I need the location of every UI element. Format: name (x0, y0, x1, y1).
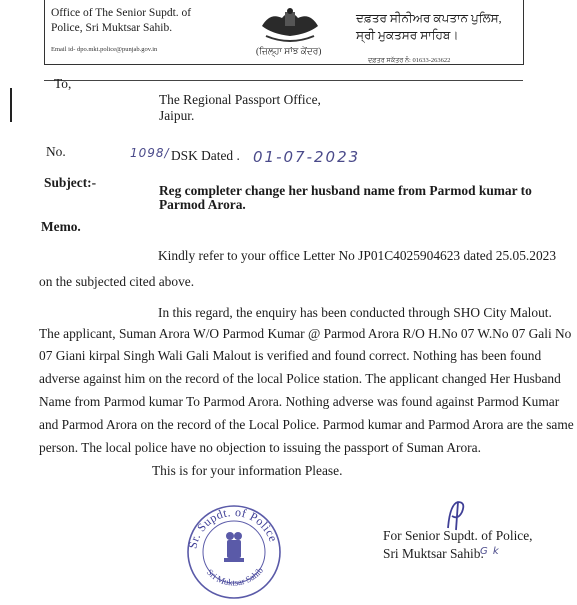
addressee-line1: The Regional Passport Office, (159, 92, 321, 107)
ashoka-emblem-icon (224, 532, 244, 562)
to-label: To, (54, 76, 72, 91)
closing-line: This is for your information Please. (152, 463, 343, 478)
header-divider (44, 80, 523, 81)
office-email: Email id- dpo.mkt.police@punjab.gov.in (51, 46, 158, 53)
subject-line1: Reg completer change her husband name from Parmod kumar to (159, 183, 532, 198)
memo-label: Memo. (41, 219, 81, 234)
office-name-line2: Police, Sri Muktsar Sahib. (51, 22, 173, 34)
paragraph2-line: The applicant, Suman Arora W/O Parmod Kumar @ Parmod Arora R/O H.No 07 W.No 07 Gali No (39, 326, 572, 341)
punjab-police-emblem-icon (258, 6, 322, 49)
police-seal-stamp (182, 496, 286, 605)
paragraph2-line: and Parmod Arora on the record of the Local Police. Parmod kumar and Parmod Arora are the same (39, 417, 574, 432)
punjabi-office-line2: ਸ੍ਰੀ ਮੁਕਤਸਰ ਸਾਹਿਬ। (356, 28, 459, 42)
paragraph2-line: adverse against him on the record of the local Police station. The applicant changed Her Husband (39, 371, 561, 386)
stamp-arc-top: Sr. Supdt. of Police (185, 504, 281, 550)
punjabi-office-line1: ਦਫ਼ਤਰ ਸੀਨੀਅਰ ਕਪਤਾਨ ਪੁਲਿਸ, (356, 11, 502, 25)
dsk-dated-label: DSK Dated . (171, 148, 240, 163)
subject-label: Subject:- (44, 175, 97, 190)
subject-line2: Parmod Arora. (159, 197, 246, 212)
addressee-line2: Jaipur. (159, 108, 195, 123)
signature-line1: For Senior Supdt. of Police, (383, 528, 533, 543)
paragraph2-line: In this regard, the enquiry has been conducted through SHO City Malout. (158, 305, 552, 320)
scan-edge-mark (10, 88, 12, 122)
emblem-caption: (ਜ਼ਿਲ੍ਹਾ ਸਾਂਝ ਕੇਂਦਰ) (256, 46, 322, 56)
handwritten-letter-number: 1098/ (130, 146, 170, 160)
paragraph2-line: Name from Parmod kumar To Parmod Arora. Nothing adverse was found against Parmod Kumar (39, 394, 560, 409)
paragraph1-line1: Kindly refer to your office Letter No JP01C4025904623 dated 25.05.2023 (158, 248, 557, 263)
signature-line2: Sri Muktsar Sahib. (383, 546, 484, 561)
paragraph1-line2: on the subjected cited above. (39, 274, 195, 289)
paragraph2-line: person. The local police have no objection to issuing the passport of Suman Arora. (39, 440, 481, 455)
office-name-line1: Office of The Senior Supdt. of (51, 7, 192, 19)
handwritten-date: 01-07-2023 (253, 148, 361, 166)
stamp-arc-bottom: Sri Muktsar Sahib (204, 565, 265, 588)
svg-text:Sri Muktsar Sahib (205, 565, 265, 588)
paragraph2-line: 07 Giani kirpal Singh Wali Gali Malout is verified and found correct. Nothing has been found (39, 348, 542, 363)
no-label: No. (46, 144, 66, 159)
office-phone: ਦਫ਼ਤਰ ਸਕੱਤਰ ਨੰ: 01633-263622 (368, 57, 451, 64)
signature-initials: G k (480, 546, 500, 557)
